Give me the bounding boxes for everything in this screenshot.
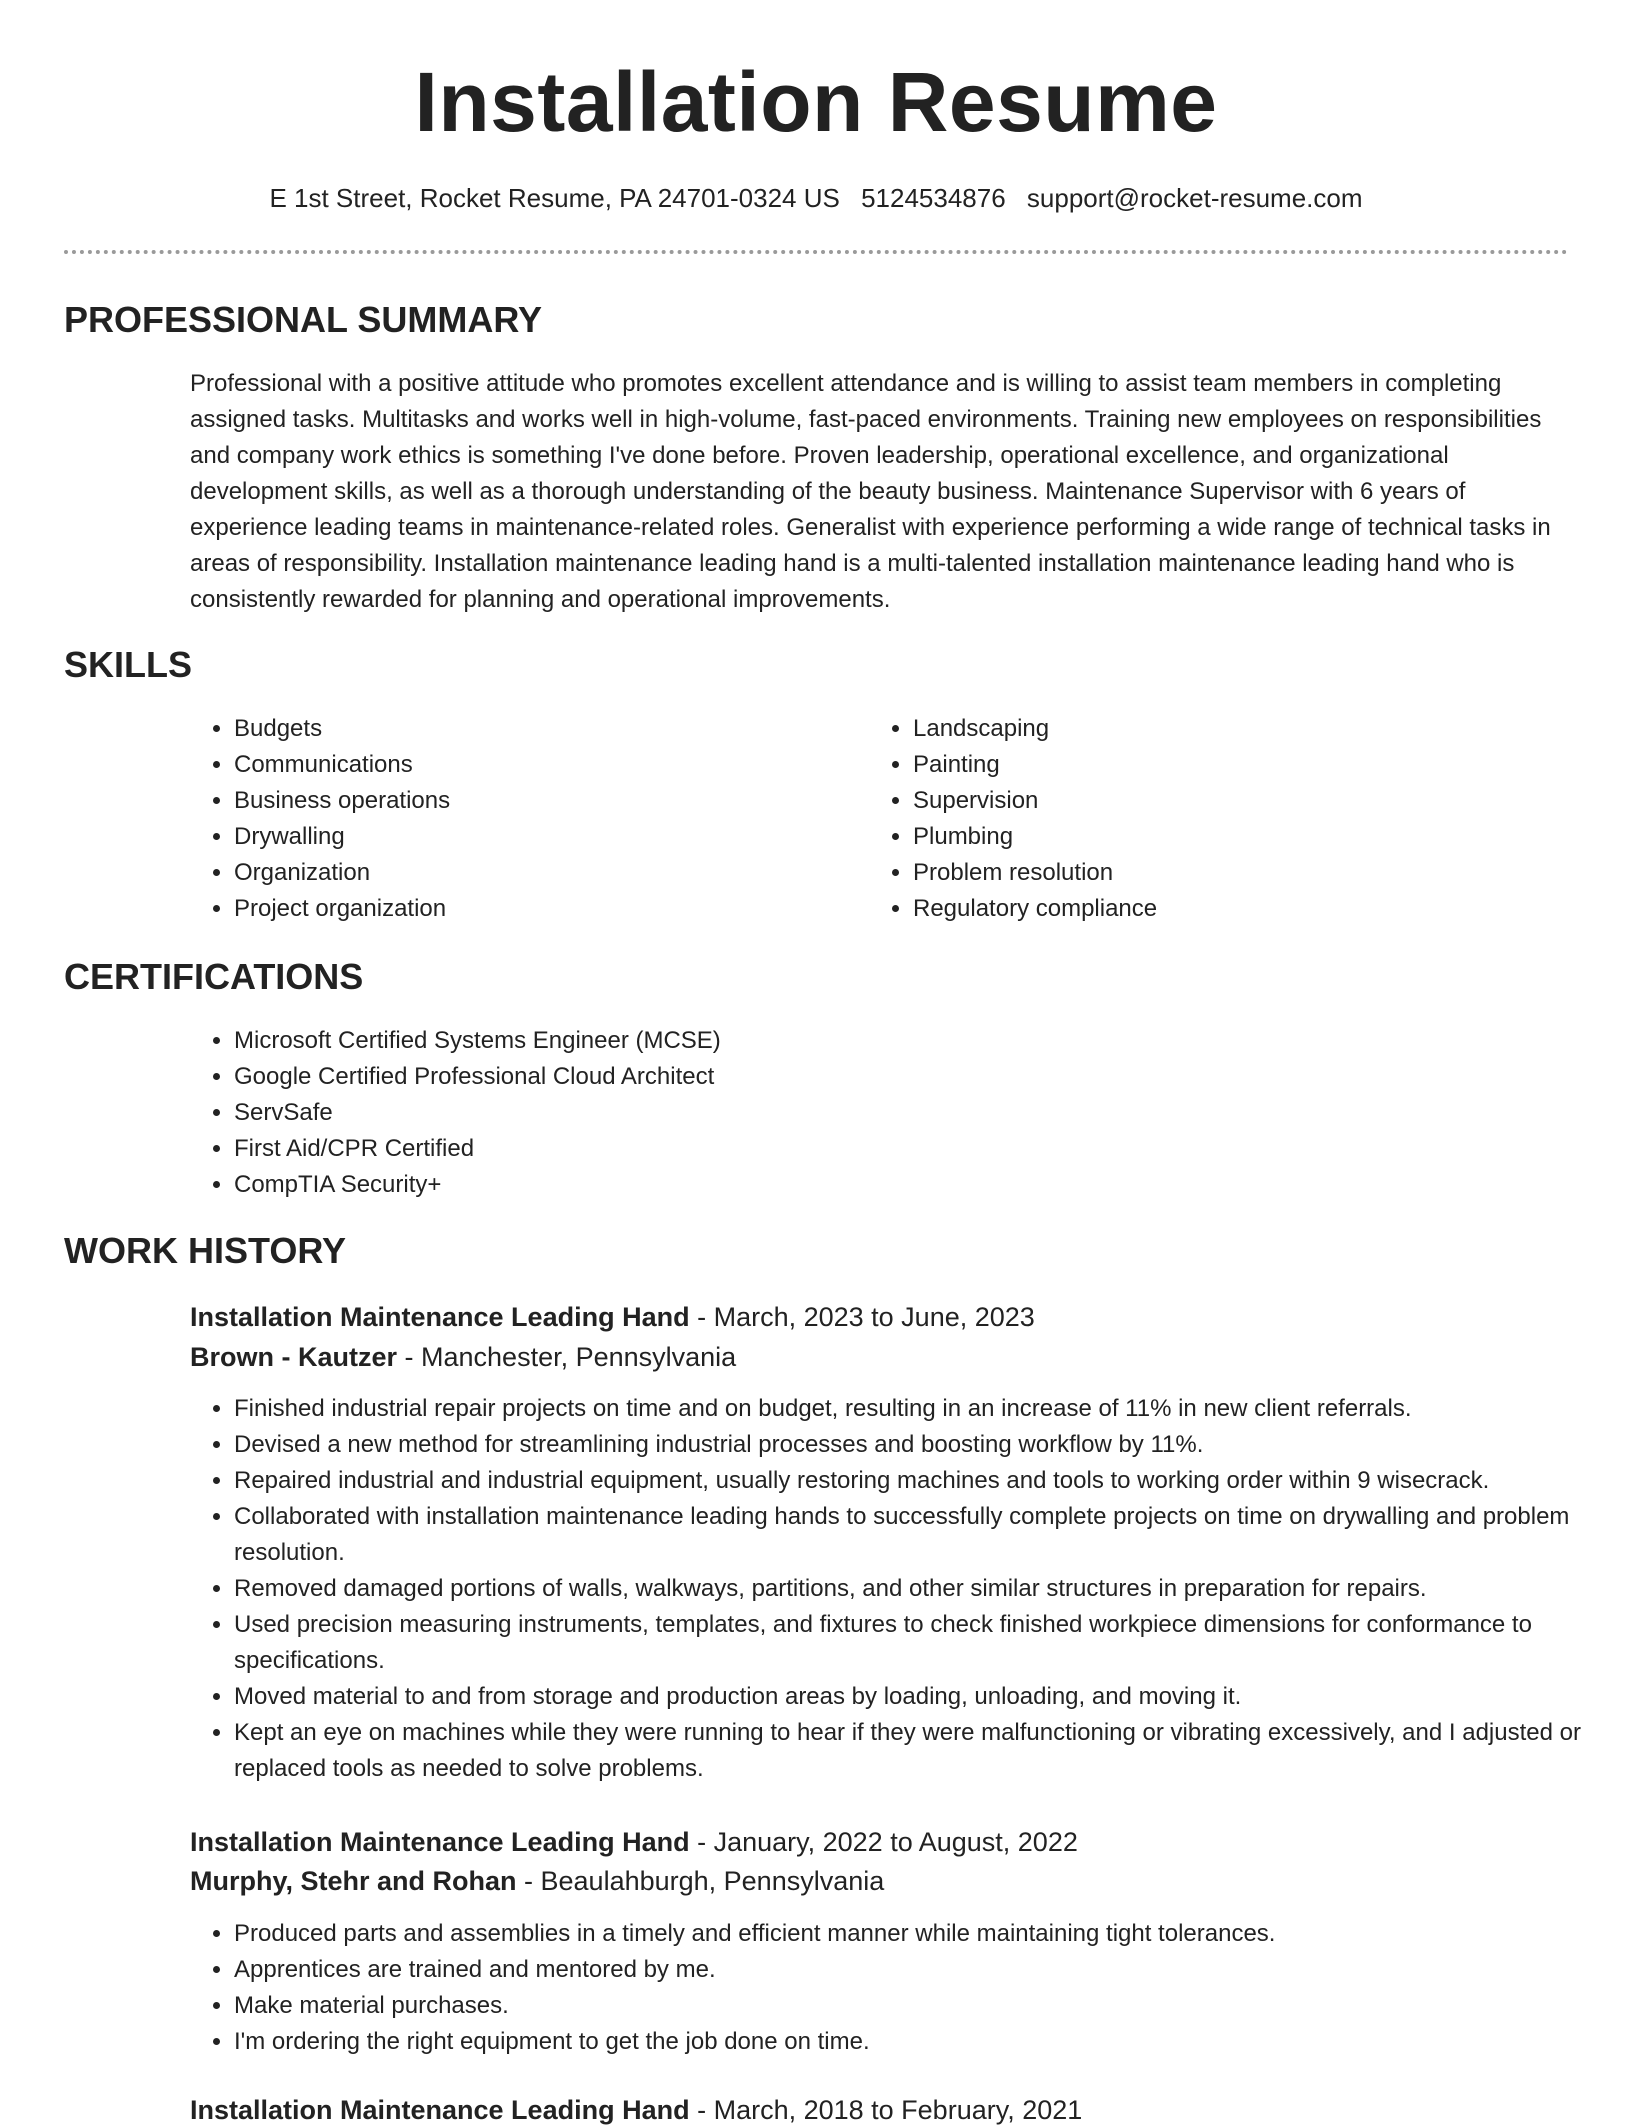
- job-bullet: • Moved material to and from storage and production areas by loading, unloading, and moving it.: [234, 1679, 1614, 1715]
- job-company-line: [190, 1863, 884, 1899]
- skill-item: • Organization: [234, 855, 854, 891]
- certification-item: • CompTIA Security+: [234, 1167, 1534, 1203]
- header-divider: [64, 250, 1568, 254]
- job-company: Brown - Kautzer: [190, 1342, 398, 1372]
- job-bullet: • Make material purchases.: [234, 1988, 1614, 2024]
- job-location: - Manchester, Pennsylvania: [397, 1342, 737, 1372]
- job-company: Murphy, Stehr and Rohan: [190, 1866, 517, 1896]
- summary-heading: PROFESSIONAL SUMMARY: [64, 299, 543, 340]
- job-location: - Beaulahburgh, Pennsylvania: [516, 1866, 885, 1896]
- job-bullet: • Used precision measuring instruments, templates, and fixtures to check finished workpiece dimensions for conformance to specifications.: [234, 1607, 1614, 1679]
- work-history-heading: WORK HISTORY: [64, 1230, 347, 1271]
- job-bullet: • Repaired industrial and industrial equipment, usually restoring machines and tools to working order within 9 wisecrack.: [234, 1463, 1614, 1499]
- certification-item: • ServSafe: [234, 1095, 1534, 1131]
- skill-item: • Painting: [913, 747, 1553, 783]
- certification-item: • Microsoft Certified Systems Engineer (MCSE): [234, 1023, 1534, 1059]
- skill-item: • Regulatory compliance: [913, 891, 1553, 927]
- job-bullet: • Apprentices are trained and mentored by me.: [234, 1952, 1614, 1988]
- job-bullet: • Finished industrial repair projects on time and on budget, resulting in an increase of 11% in new client referrals.: [234, 1391, 1614, 1427]
- job-title-line: [190, 2092, 1082, 2128]
- certification-item: • First Aid/CPR Certified: [234, 1131, 1534, 1167]
- contact-email[interactable]: support@rocket-resume.com: [1026, 183, 1363, 213]
- contact-address: E 1st Street, Rocket Resume, PA 24701-0324 US: [269, 183, 840, 213]
- contact-line: [0, 180, 1632, 216]
- job-title: Installation Maintenance Leading Hand: [190, 2095, 690, 2125]
- job-company-line: [190, 1339, 736, 1375]
- certification-item: • Google Certified Professional Cloud Architect: [234, 1059, 1534, 1095]
- skill-item: • Communications: [234, 747, 854, 783]
- certifications-list: [190, 1023, 1534, 1203]
- skills-list-left: [190, 711, 854, 927]
- contact-phone: 5124534876: [861, 183, 1006, 213]
- job-bullet: • Devised a new method for streamlining industrial processes and boosting workflow by 11%.: [234, 1427, 1614, 1463]
- job-title-line: [190, 1299, 1035, 1335]
- skill-item: • Drywalling: [234, 819, 854, 855]
- job-dates: - January, 2022 to August, 2022: [689, 1827, 1078, 1857]
- job-bullet: • I'm ordering the right equipment to get the job done on time.: [234, 2024, 1614, 2060]
- job-bullets: [190, 1391, 1614, 1787]
- job-bullets: [190, 1916, 1614, 2060]
- skill-item: • Plumbing: [913, 819, 1553, 855]
- skill-item: • Business operations: [234, 783, 854, 819]
- skill-item: • Budgets: [234, 711, 854, 747]
- skill-item: • Problem resolution: [913, 855, 1553, 891]
- job-bullet: • Removed damaged portions of walls, walkways, partitions, and other similar structures in preparation for repairs.: [234, 1571, 1614, 1607]
- certifications-heading: CERTIFICATIONS: [64, 956, 364, 997]
- job-bullet: • Kept an eye on machines while they were running to hear if they were malfunctioning or vibrating excessively, and I adjusted or replaced tools as needed to solve problems.: [234, 1715, 1614, 1787]
- job-title-line: [190, 1824, 1078, 1860]
- skill-item: • Landscaping: [913, 711, 1553, 747]
- summary-text: Professional with a positive attitude who promotes excellent attendance and is willing to assist team members in completing assigned tasks. Multitasks and works well in high-volume, fast-paced environments. Training new employees on responsibilities and company work ethics is something I've done before. Proven leadership, operational excellence, and organizational development skills, as well as a thorough understanding of the beauty business. Maintenance Supervisor with 6 years of experience leading teams in maintenance-related roles. Generalist with experience performing a wide range of technical tasks in areas of responsibility. Installation maintenance leading hand is a multi-talented installation maintenance leading hand who is consistently rewarded for planning and operational improvements.: [190, 370, 1551, 613]
- job-dates: - March, 2018 to February, 2021: [689, 2095, 1083, 2125]
- skills-heading: SKILLS: [64, 644, 193, 685]
- resume-title: Installation Resume: [414, 55, 1218, 149]
- job-title: Installation Maintenance Leading Hand: [190, 1827, 690, 1857]
- skill-item: • Supervision: [913, 783, 1553, 819]
- skill-item: • Project organization: [234, 891, 854, 927]
- job-bullet: • Collaborated with installation maintenance leading hands to successfully complete projects on time on drywalling and problem resolution.: [234, 1499, 1614, 1571]
- job-title: Installation Maintenance Leading Hand: [190, 1302, 690, 1332]
- skills-list-right: [869, 711, 1553, 927]
- job-bullet: • Produced parts and assemblies in a timely and efficient manner while maintaining tight tolerances.: [234, 1916, 1614, 1952]
- job-dates: - March, 2023 to June, 2023: [689, 1302, 1035, 1332]
